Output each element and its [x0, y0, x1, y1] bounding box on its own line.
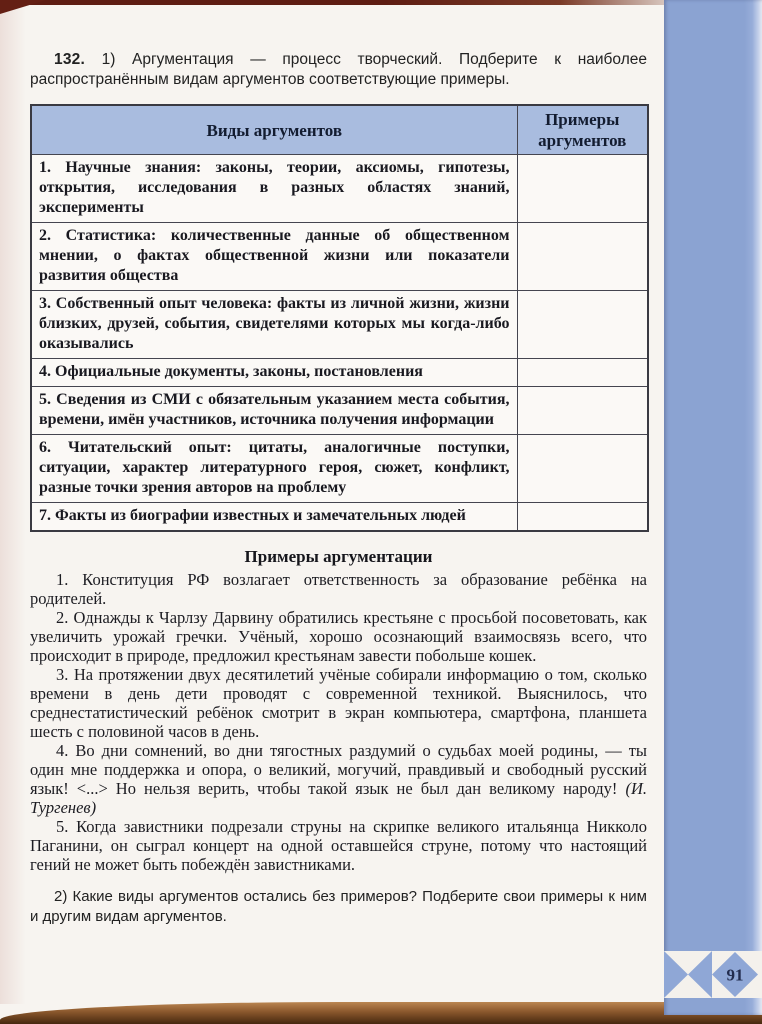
table-header-argument-types: Виды аргументов	[31, 105, 517, 155]
argument-example-cell-empty	[517, 291, 648, 359]
argument-type-cell: 6. Читательский опыт: цитаты, аналогичные поступки, ситуации, характер литературного героя, сюжет, конфликт, разные точки зрения авторов на проблему	[31, 435, 517, 503]
table-header-row	[31, 105, 648, 155]
argument-type-cell: 5. Сведения из СМИ с обязательным указанием места события, времени, имён участников, источника получения информации	[31, 387, 517, 435]
diamond-pattern	[664, 951, 762, 998]
table-header-argument-examples: Примеры аргументов	[517, 105, 648, 155]
example-paragraph-4	[30, 741, 647, 817]
argument-type-cell: 3. Собственный опыт человека: факты из личной жизни, жизни близких, друзей, события, свидетелями которых мы когда-либо оказывались	[31, 291, 517, 359]
example-paragraph-2	[30, 608, 647, 665]
argument-type-cell: 2. Статистика: количественные данные об общественном мнении, о фактах общественной жизни или показатели развития общества	[31, 223, 517, 291]
example-text: 1. Конституция РФ возлагает ответственность за образование ребёнка на родителей.	[30, 570, 647, 608]
example-paragraph-1	[30, 570, 647, 608]
argument-example-cell-empty	[517, 503, 648, 532]
exercise-intro-text: 1) Аргументация — процесс творческий. Подберите к наиболее распространённым видам аргументов соответствующие примеры.	[30, 51, 647, 88]
task-2-text: 2) Какие виды аргументов остались без примеров? Подберите свои примеры к ним и другим видам аргументов.	[30, 888, 647, 925]
page-margin-decoration	[664, 0, 762, 1015]
table-row	[31, 155, 648, 223]
table-row	[31, 503, 648, 532]
example-paragraph-5	[30, 817, 647, 874]
table-row	[31, 291, 648, 359]
table-surface-top-edge	[0, 0, 700, 5]
example-text: 3. На протяжении двух десятилетий учёные собирали информацию о том, сколько времени в день дети проводят с современной техникой. Выяснилось, что среднестатистический ребёнок смотрит в экран компьютера, смартфона, планшета шесть с половиной часов в день.	[30, 665, 647, 741]
exercise-number: 132.	[54, 51, 85, 68]
argument-type-cell: 4. Официальные документы, законы, постановления	[31, 359, 517, 387]
table-surface-corner	[0, 0, 46, 14]
page-left-edge-shading	[0, 0, 26, 1004]
argument-type-cell: 1. Научные знания: законы, теории, аксиомы, гипотезы, открытия, исследования в разных областях знаний, эксперименты	[31, 155, 517, 223]
exercise-intro	[30, 50, 647, 90]
table-row	[31, 359, 648, 387]
examples-heading: Примеры аргументации	[244, 547, 433, 566]
page-number: 91	[726, 965, 744, 985]
example-text: 5. Когда завистники подрезали струны на скрипке великого итальянца Никколо Паганини, он сыграл концерт на одной оставшейся струне, потому что настоящий гений не может быть побеждён завистниками.	[30, 817, 647, 874]
bowtie-left-triangle	[664, 951, 688, 998]
example-text: 2. Однажды к Чарлзу Дарвину обратились крестьяне с просьбой посоветовать, как увеличить урожай гречки. Учёный, хорошо осознающий взаимосвязь всего, что происходит в природе, предложил крестьянам завести побольше кошек.	[30, 608, 647, 665]
task-2	[30, 887, 647, 926]
argument-type-cell: 7. Факты из биографии известных и замечательных людей	[31, 503, 517, 532]
book-page	[30, 0, 647, 926]
argument-example-cell-empty	[517, 359, 648, 387]
argument-example-cell-empty	[517, 387, 648, 435]
table-row	[31, 435, 648, 503]
page-number-band	[664, 951, 762, 998]
argument-example-cell-empty	[517, 435, 648, 503]
example-text: 4. Во дни сомнений, во дни тягостных раздумий о судьбах моей родины, — ты один мне поддержка и опора, о великий, могучий, правдивый и свободный русский язык! <...> Но нельзя верить, чтобы такой язык не был дан великому народу!	[30, 741, 647, 798]
bowtie-right-triangle	[688, 951, 712, 998]
table-row	[31, 223, 648, 291]
argument-example-cell-empty	[517, 155, 648, 223]
table-row	[31, 387, 648, 435]
table-surface-bottom-edge	[0, 1002, 762, 1024]
argument-example-cell-empty	[517, 223, 648, 291]
example-attribution-turgenev: (И. Тургенев)	[30, 779, 647, 817]
example-paragraph-3	[30, 665, 647, 741]
arguments-table	[30, 104, 649, 532]
